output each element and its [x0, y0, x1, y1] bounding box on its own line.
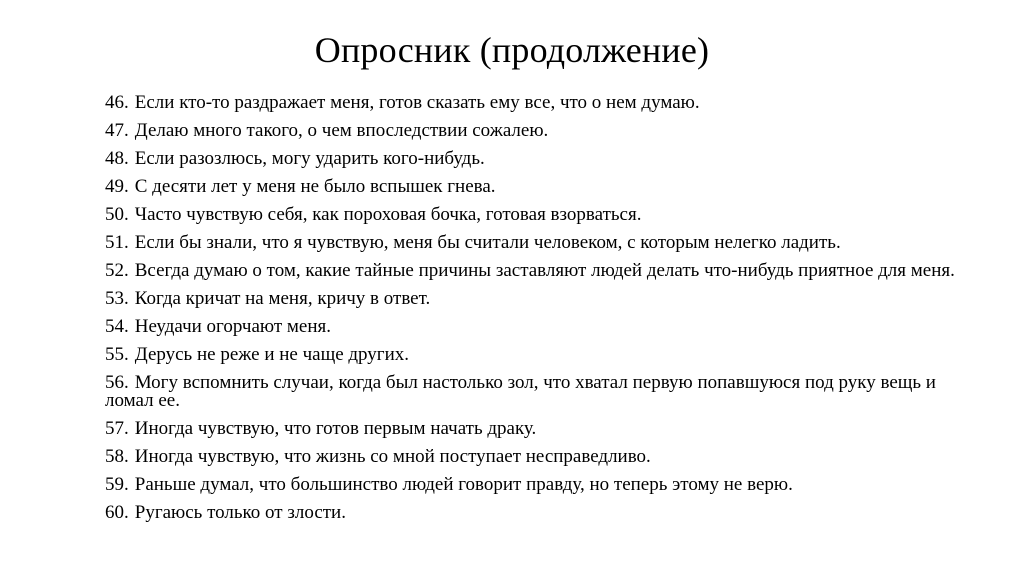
item-text: С десяти лет у меня не было вспышек гнева.	[134, 176, 496, 197]
list-item	[105, 313, 985, 341]
item-number: 59.	[105, 474, 129, 495]
item-number: 52.	[105, 260, 129, 281]
list-item	[105, 285, 985, 313]
item-text: Если кто-то раздражает меня, готов сказать ему все, что о нем думаю.	[134, 92, 700, 113]
list-item	[105, 341, 985, 369]
list-item	[105, 257, 985, 285]
list-item	[105, 145, 985, 173]
item-text: Делаю много такого, о чем впоследствии сожалею.	[134, 120, 549, 141]
list-item	[105, 499, 985, 527]
item-number: 60.	[105, 502, 129, 523]
questionnaire-list	[105, 89, 985, 527]
item-text: Если разозлюсь, могу ударить кого-нибудь.	[134, 148, 485, 169]
list-item	[105, 443, 985, 471]
list-item	[105, 369, 985, 415]
item-text: Раньше думал, что большинство людей говорит правду, но теперь этому не верю.	[134, 474, 793, 495]
list-item	[105, 415, 985, 443]
item-text: Когда кричат на меня, кричу в ответ.	[134, 288, 431, 309]
item-number: 50.	[105, 204, 129, 225]
list-item	[105, 201, 985, 229]
item-number: 55.	[105, 344, 129, 365]
item-number: 53.	[105, 288, 129, 309]
item-text: Часто чувствую себя, как пороховая бочка, готовая взорваться.	[134, 204, 642, 225]
item-number: 54.	[105, 316, 129, 337]
item-text: Если бы знали, что я чувствую, меня бы считали человеком, с которым нелегко ладить.	[134, 232, 841, 253]
list-item	[105, 173, 985, 201]
item-text: Ругаюсь только от злости.	[134, 502, 346, 523]
item-number: 49.	[105, 176, 129, 197]
item-number: 56.	[105, 372, 129, 393]
list-item	[105, 229, 985, 257]
item-text: Неудачи огорчают меня.	[134, 316, 331, 337]
item-number: 47.	[105, 120, 129, 141]
item-number: 58.	[105, 446, 129, 467]
item-text: Всегда думаю о том, какие тайные причины заставляют людей делать что-нибудь приятное для меня.	[134, 260, 955, 281]
item-text: Иногда чувствую, что готов первым начать драку.	[134, 418, 537, 439]
item-text: Иногда чувствую, что жизнь со мной поступает несправедливо.	[134, 446, 651, 467]
item-text: Могу вспомнить случаи, когда был настолько зол, что хватал первую попавшуюся под руку вещь и ломал ее.	[105, 372, 936, 411]
list-item	[105, 117, 985, 145]
item-number: 51.	[105, 232, 129, 253]
slide-title: Опросник (продолжение)	[314, 30, 710, 70]
item-text: Дерусь не реже и не чаще других.	[134, 344, 410, 365]
list-item	[105, 89, 985, 117]
list-item	[105, 471, 985, 499]
item-number: 57.	[105, 418, 129, 439]
item-number: 48.	[105, 148, 129, 169]
item-number: 46.	[105, 92, 129, 113]
